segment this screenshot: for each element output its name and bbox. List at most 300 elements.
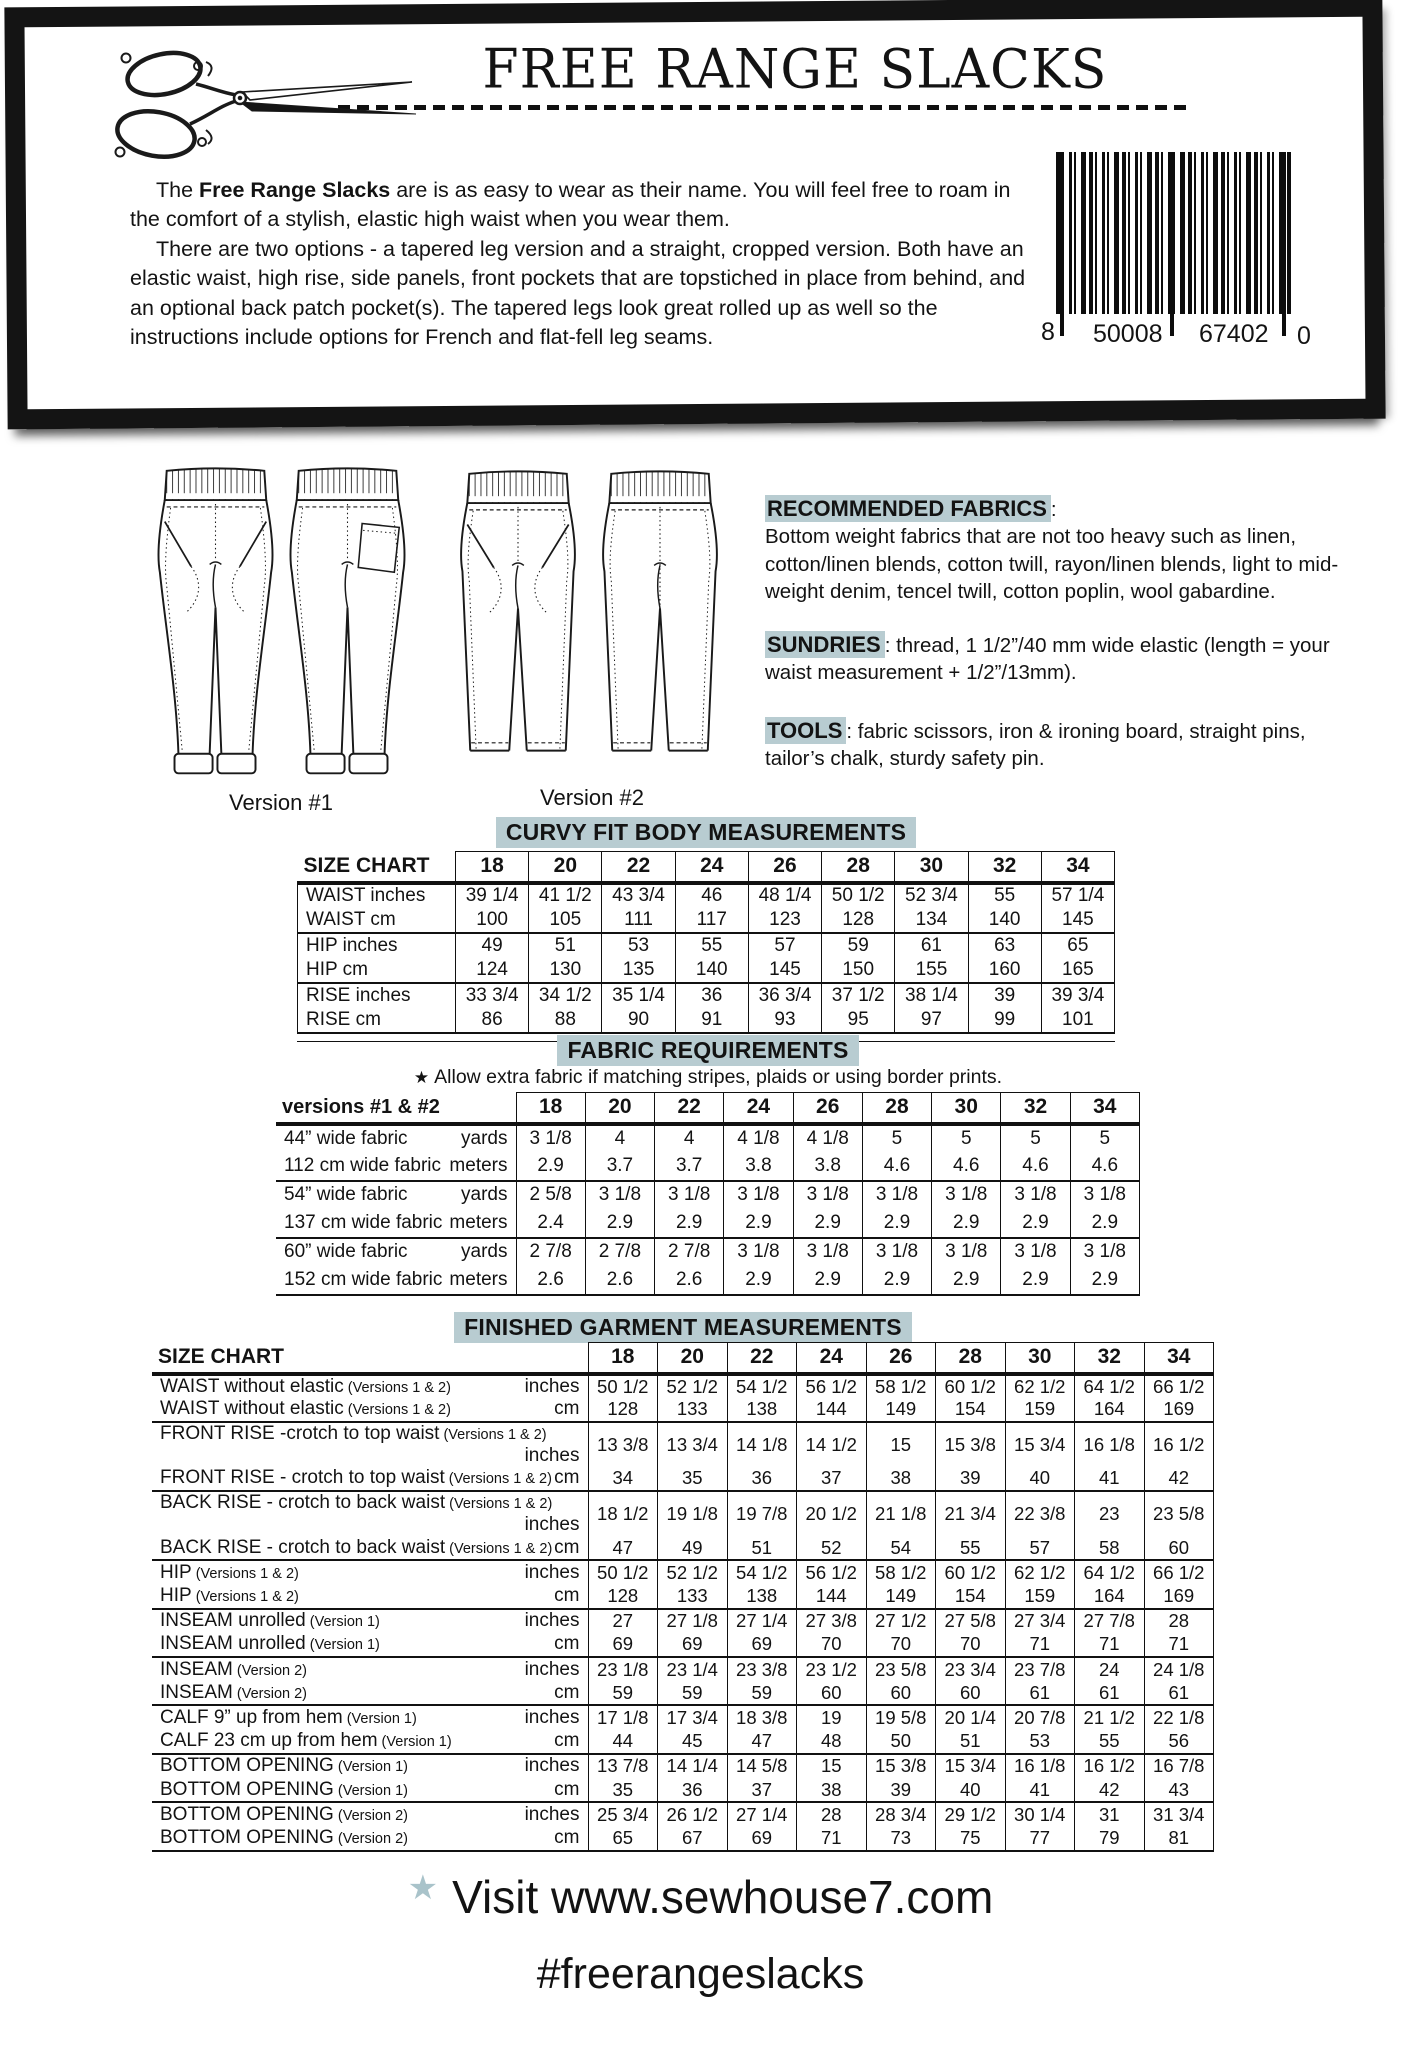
measurement-value: 144 <box>797 1584 867 1608</box>
measurement-value: 140 <box>675 958 748 983</box>
measurement-table <box>152 1342 1214 1852</box>
measurement-value: 52 <box>797 1536 867 1560</box>
measurement-value: 133 <box>658 1584 728 1608</box>
measurement-value: 2.9 <box>793 1209 862 1238</box>
measurement-value: 71 <box>1075 1633 1145 1657</box>
fabric-requirements-table <box>276 1092 1140 1296</box>
pants-v1-back-drawing <box>284 463 411 785</box>
measurement-value: 4 1/8 <box>724 1124 793 1153</box>
measurement-value: 159 <box>1005 1584 1075 1608</box>
measurement-value: 23 1/8 <box>588 1657 658 1681</box>
measurement-value: 43 3/4 <box>602 883 675 908</box>
measurement-value: 59 <box>588 1681 658 1705</box>
measurement-value: 13 3/8 <box>588 1422 658 1467</box>
measurement-value: 100 <box>456 908 529 933</box>
measurement-value: 38 <box>866 1467 936 1491</box>
measurement-value: 20 7/8 <box>1005 1705 1075 1729</box>
measurement-value: 40 <box>936 1778 1006 1802</box>
measurement-value: 3 1/8 <box>932 1181 1001 1210</box>
dashed-cut-line <box>338 105 1190 110</box>
measurement-value: 57 <box>1005 1536 1075 1560</box>
measurement-value: 23 3/8 <box>727 1657 797 1681</box>
measurement-value: 20 1/2 <box>797 1491 867 1536</box>
footer-website-text: Visit www.sewhouse7.com <box>452 1871 994 1923</box>
measurement-value: 4 <box>655 1124 724 1153</box>
measurement-value: 22 1/8 <box>1144 1705 1214 1729</box>
measurement-value: 150 <box>822 958 895 983</box>
measurement-value: 149 <box>866 1398 936 1422</box>
measurement-value: 134 <box>895 908 968 933</box>
measurement-value: 13 7/8 <box>588 1754 658 1778</box>
measurement-value: 27 1/2 <box>866 1609 936 1633</box>
measurement-value: 144 <box>797 1398 867 1422</box>
measurement-value: 20 1/4 <box>936 1705 1006 1729</box>
finished-title-wrap <box>152 1312 1214 1343</box>
measurement-value: 69 <box>658 1633 728 1657</box>
measurement-value: 41 <box>1005 1778 1075 1802</box>
measurement-value: 19 7/8 <box>727 1491 797 1536</box>
measurement-value: 40 <box>1005 1467 1075 1491</box>
measurement-value: 56 1/2 <box>797 1560 867 1584</box>
measurement-value: 3 1/8 <box>862 1238 931 1267</box>
measurement-value: 15 3/4 <box>1005 1422 1075 1467</box>
finished-garment-title: FINISHED GARMENT MEASUREMENTS <box>454 1312 912 1343</box>
measurement-value: 61 <box>1144 1681 1214 1705</box>
measurement-value: 50 1/2 <box>588 1560 658 1584</box>
measurement-value: 23 5/8 <box>1144 1491 1214 1536</box>
measurement-value: 38 <box>797 1778 867 1802</box>
measurement-value: 59 <box>727 1681 797 1705</box>
measurement-value: 51 <box>529 933 602 958</box>
row-label: WAIST without elastic (Versions 1 & 2) inches <box>160 1375 580 1397</box>
measurement-value: 60 <box>1144 1536 1214 1560</box>
sundries-body: thread, 1 1/2”/40 mm wide elastic (length = your waist measurement + 1/2”/13mm). <box>765 634 1330 685</box>
row-label: FRONT RISE - crotch to top waist (Versions 1 & 2) cm <box>160 1467 580 1489</box>
measurement-value: 73 <box>866 1826 936 1850</box>
measurement-value: 4.6 <box>1070 1152 1139 1181</box>
size-column-header: 24 <box>675 852 748 883</box>
measurement-value: 23 <box>1075 1491 1145 1536</box>
size-column-header: 34 <box>1070 1093 1139 1124</box>
measurement-value: 55 <box>1075 1730 1145 1754</box>
measurement-value: 60 1/2 <box>936 1374 1006 1398</box>
measurement-value: 53 <box>602 933 675 958</box>
measurement-value: 3 1/8 <box>793 1181 862 1210</box>
measurement-value: 33 3/4 <box>456 983 529 1008</box>
row-label: RISE inches <box>298 983 456 1008</box>
measurement-value: 3 1/8 <box>862 1181 931 1210</box>
measurement-value: 77 <box>1005 1826 1075 1850</box>
measurement-value: 58 <box>1075 1536 1145 1560</box>
measurement-value: 39 <box>936 1467 1006 1491</box>
measurement-value: 111 <box>602 908 675 933</box>
measurement-value: 155 <box>895 958 968 983</box>
note-star-icon: ★ <box>413 1068 430 1087</box>
measurement-value: 16 1/8 <box>1005 1754 1075 1778</box>
size-column-header: 32 <box>1075 1343 1145 1374</box>
measurement-value: 43 <box>1144 1778 1214 1802</box>
row-label: 152 cm wide fabric meters <box>284 1268 508 1290</box>
row-label: 112 cm wide fabric meters <box>284 1154 508 1176</box>
tools-block <box>765 716 1359 773</box>
size-column-header: 20 <box>585 1093 654 1124</box>
measurement-value: 3 1/8 <box>1001 1181 1070 1210</box>
measurement-value: 3.8 <box>724 1152 793 1181</box>
version1-label: Version #1 <box>229 790 333 815</box>
row-label: BOTTOM OPENING (Version 1) cm <box>160 1778 580 1800</box>
measurement-value: 16 7/8 <box>1144 1754 1214 1778</box>
measurement-value: 35 1/4 <box>602 983 675 1008</box>
row-label: INSEAM unrolled (Version 1) cm <box>160 1633 580 1655</box>
measurement-value: 37 1/2 <box>822 983 895 1008</box>
measurement-value: 169 <box>1144 1398 1214 1422</box>
barcode-group1: 50008 <box>1090 320 1166 349</box>
measurement-value: 79 <box>1075 1826 1145 1850</box>
measurement-value: 22 3/8 <box>1005 1491 1075 1536</box>
measurement-value: 53 <box>1005 1730 1075 1754</box>
row-label: HIP inches <box>298 933 456 958</box>
measurement-value: 52 1/2 <box>658 1560 728 1584</box>
measurement-value: 65 <box>1041 933 1114 958</box>
measurement-value: 58 1/2 <box>866 1560 936 1584</box>
measurement-value: 3 1/8 <box>1070 1181 1139 1210</box>
measurement-value: 145 <box>1041 908 1114 933</box>
measurement-value: 41 <box>1075 1467 1145 1491</box>
measurement-value: 2.9 <box>1070 1209 1139 1238</box>
curvy-fit-title: CURVY FIT BODY MEASUREMENTS <box>496 817 916 848</box>
measurement-value: 21 1/8 <box>866 1491 936 1536</box>
recommended-fabrics-block <box>765 494 1359 605</box>
row-label: BACK RISE - crotch to back waist (Versions 1 & 2) cm <box>160 1536 580 1558</box>
measurement-value: 28 <box>1144 1609 1214 1633</box>
measurement-value: 69 <box>588 1633 658 1657</box>
measurement-value: 54 <box>866 1536 936 1560</box>
barcode-left-digit: 8 <box>1038 318 1058 347</box>
measurement-value: 2.6 <box>655 1266 724 1295</box>
measurement-value: 62 1/2 <box>1005 1374 1075 1398</box>
footer <box>0 1868 1401 1999</box>
measurement-value: 2.6 <box>585 1266 654 1295</box>
measurement-value: 3 1/8 <box>585 1181 654 1210</box>
measurement-value: 145 <box>748 958 821 983</box>
row-label: WAIST without elastic (Versions 1 & 2) cm <box>160 1398 580 1420</box>
measurement-value: 2.9 <box>862 1266 931 1295</box>
measurement-value: 36 3/4 <box>748 983 821 1008</box>
table-corner-label: SIZE CHART <box>298 852 456 883</box>
measurement-value: 165 <box>1041 958 1114 983</box>
measurement-value: 27 5/8 <box>936 1609 1006 1633</box>
colon: : <box>1050 498 1057 521</box>
scissors-icon <box>90 38 425 175</box>
measurement-value: 49 <box>658 1536 728 1560</box>
measurement-value: 138 <box>727 1398 797 1422</box>
table-corner-label: SIZE CHART <box>152 1343 588 1374</box>
row-label: HIP (Versions 1 & 2) cm <box>160 1585 580 1607</box>
measurement-value: 3 1/8 <box>932 1238 1001 1267</box>
measurement-value: 17 1/8 <box>588 1705 658 1729</box>
row-label: 137 cm wide fabric meters <box>284 1211 508 1233</box>
size-column-header: 24 <box>797 1343 867 1374</box>
measurement-value: 27 3/4 <box>1005 1609 1075 1633</box>
measurement-value: 39 <box>866 1778 936 1802</box>
measurement-value: 46 <box>675 883 748 908</box>
row-label: INSEAM unrolled (Version 1) inches <box>152 1609 588 1633</box>
measurement-value: 42 <box>1144 1467 1214 1491</box>
measurement-value: 48 1/4 <box>748 883 821 908</box>
measurement-table <box>297 851 1115 1034</box>
measurement-value: 59 <box>822 933 895 958</box>
size-column-header: 30 <box>932 1093 1001 1124</box>
measurement-value: 60 1/2 <box>936 1560 1006 1584</box>
measurement-value: 39 3/4 <box>1041 983 1114 1008</box>
measurement-value: 14 1/4 <box>658 1754 728 1778</box>
measurement-value: 86 <box>456 1008 529 1033</box>
row-label: HIP cm <box>298 958 456 983</box>
measurement-value: 124 <box>456 958 529 983</box>
measurement-value: 4.6 <box>862 1152 931 1181</box>
measurement-value: 19 1/8 <box>658 1491 728 1536</box>
measurement-value: 91 <box>675 1008 748 1033</box>
measurement-value: 36 <box>658 1778 728 1802</box>
pants-v2-back-drawing <box>596 466 724 774</box>
size-column-header: 26 <box>866 1343 936 1374</box>
measurement-value: 2 5/8 <box>516 1181 585 1210</box>
measurement-value: 5 <box>1001 1124 1070 1153</box>
measurement-value: 2 7/8 <box>655 1238 724 1267</box>
footer-hashtag: #freerangeslacks <box>536 1950 865 1998</box>
measurement-value: 55 <box>968 883 1041 908</box>
measurement-value: 48 <box>797 1730 867 1754</box>
size-column-header: 22 <box>602 852 675 883</box>
row-label: BACK RISE - crotch to back waist (Versions 1 & 2) inches <box>152 1491 588 1536</box>
measurement-value: 19 <box>797 1705 867 1729</box>
measurement-value: 4.6 <box>932 1152 1001 1181</box>
size-column-header: 22 <box>727 1343 797 1374</box>
measurement-value: 66 1/2 <box>1144 1374 1214 1398</box>
fabric-title-wrap <box>276 1035 1140 1066</box>
measurement-value: 14 5/8 <box>727 1754 797 1778</box>
measurement-value: 58 1/2 <box>866 1374 936 1398</box>
measurement-value: 17 3/4 <box>658 1705 728 1729</box>
measurement-value: 35 <box>658 1467 728 1491</box>
measurement-value: 27 1/4 <box>727 1802 797 1826</box>
measurement-value: 2.9 <box>932 1266 1001 1295</box>
measurement-value: 160 <box>968 958 1041 983</box>
row-label: BOTTOM OPENING (Version 1) inches <box>152 1754 588 1778</box>
size-column-header: 28 <box>862 1093 931 1124</box>
measurement-value: 54 1/2 <box>727 1374 797 1398</box>
size-column-header: 20 <box>529 852 602 883</box>
measurement-value: 128 <box>588 1584 658 1608</box>
measurement-value: 13 3/4 <box>658 1422 728 1467</box>
measurement-value: 18 1/2 <box>588 1491 658 1536</box>
measurement-value: 55 <box>936 1536 1006 1560</box>
measurement-value: 21 3/4 <box>936 1491 1006 1536</box>
measurement-value: 52 3/4 <box>895 883 968 908</box>
measurement-value: 23 5/8 <box>866 1657 936 1681</box>
measurement-value: 101 <box>1041 1008 1114 1033</box>
measurement-value: 18 3/8 <box>727 1705 797 1729</box>
measurement-value: 23 1/2 <box>797 1657 867 1681</box>
measurement-value: 3 1/8 <box>655 1181 724 1210</box>
star-icon: ★ <box>407 1869 439 1907</box>
row-label: CALF 9” up from hem (Version 1) inches <box>152 1705 588 1729</box>
measurement-value: 28 3/4 <box>866 1802 936 1826</box>
measurement-value: 61 <box>895 933 968 958</box>
row-label: WAIST cm <box>298 908 456 933</box>
measurement-value: 4 <box>585 1124 654 1153</box>
measurement-value: 149 <box>866 1584 936 1608</box>
colon: : <box>846 720 853 743</box>
tools-body: fabric scissors, iron & ironing board, straight pins, tailor’s chalk, sturdy safety pin. <box>765 720 1306 771</box>
measurement-value: 138 <box>727 1584 797 1608</box>
row-label: CALF 23 cm up from hem (Version 1) cm <box>160 1730 580 1752</box>
size-column-header: 18 <box>588 1343 658 1374</box>
measurement-value: 3 1/8 <box>1001 1238 1070 1267</box>
measurement-value: 71 <box>1005 1633 1075 1657</box>
measurement-value: 57 1/4 <box>1041 883 1114 908</box>
measurement-value: 2 7/8 <box>516 1238 585 1267</box>
curvy-fit-table <box>297 851 1115 1034</box>
measurement-value: 117 <box>675 908 748 933</box>
measurement-value: 69 <box>727 1826 797 1850</box>
measurement-value: 16 1/2 <box>1075 1754 1145 1778</box>
size-column-header: 32 <box>1001 1093 1070 1124</box>
size-column-header: 26 <box>793 1093 862 1124</box>
measurement-value: 164 <box>1075 1398 1145 1422</box>
fabric-note <box>276 1066 1140 1089</box>
measurement-value: 60 <box>936 1681 1006 1705</box>
measurement-value: 2.9 <box>793 1266 862 1295</box>
measurement-value: 2.9 <box>1070 1266 1139 1295</box>
measurement-value: 71 <box>1144 1633 1214 1657</box>
size-column-header: 24 <box>724 1093 793 1124</box>
measurement-value: 65 <box>588 1826 658 1850</box>
barcode-bars <box>1056 152 1292 314</box>
measurement-value: 67 <box>658 1826 728 1850</box>
measurement-value: 93 <box>748 1008 821 1033</box>
measurement-value: 71 <box>797 1826 867 1850</box>
measurement-value: 49 <box>456 933 529 958</box>
measurement-value: 14 1/2 <box>797 1422 867 1467</box>
measurement-value: 29 1/2 <box>936 1802 1006 1826</box>
row-label: 44” wide fabric yards <box>284 1127 508 1149</box>
measurement-value: 39 <box>968 983 1041 1008</box>
finished-garment-table <box>152 1342 1214 1852</box>
row-label: 54” wide fabric yards <box>276 1181 516 1210</box>
intro-p1-rest: are is as easy to wear as their name. You will feel free to roam in the comfort of a stylish, elastic high waist when you wear them. <box>130 178 1011 232</box>
barcode-guard-bar <box>1170 152 1174 336</box>
measurement-value: 61 <box>1005 1681 1075 1705</box>
fabric-note-text: Allow extra fabric if matching stripes, plaids or using border prints. <box>434 1066 1003 1088</box>
measurement-value: 34 <box>588 1467 658 1491</box>
measurement-value: 25 3/4 <box>588 1802 658 1826</box>
measurement-value: 164 <box>1075 1584 1145 1608</box>
barcode-right-digit: 0 <box>1294 322 1314 351</box>
measurement-value: 31 <box>1075 1802 1145 1826</box>
measurement-value: 2.9 <box>1001 1209 1070 1238</box>
measurement-value: 41 1/2 <box>529 883 602 908</box>
size-column-header: 34 <box>1041 852 1114 883</box>
measurement-value: 50 1/2 <box>588 1374 658 1398</box>
row-label: BOTTOM OPENING (Version 2) inches <box>152 1802 588 1826</box>
tools-heading: TOOLS <box>765 717 846 744</box>
measurement-value: 51 <box>727 1536 797 1560</box>
size-column-header: 20 <box>658 1343 728 1374</box>
measurement-value: 123 <box>748 908 821 933</box>
measurement-value: 36 <box>675 983 748 1008</box>
intro-p1-bold: Free Range Slacks <box>199 178 391 202</box>
measurement-value: 66 1/2 <box>1144 1560 1214 1584</box>
measurement-value: 50 1/2 <box>822 883 895 908</box>
measurement-value: 52 1/2 <box>658 1374 728 1398</box>
row-label: WAIST inches <box>298 883 456 908</box>
measurement-value: 135 <box>602 958 675 983</box>
measurement-value: 2.9 <box>724 1209 793 1238</box>
measurement-value: 36 <box>727 1467 797 1491</box>
size-column-header: 30 <box>895 852 968 883</box>
measurement-value: 47 <box>588 1536 658 1560</box>
measurement-value: 23 7/8 <box>1005 1657 1075 1681</box>
measurement-value: 154 <box>936 1398 1006 1422</box>
measurement-value: 19 5/8 <box>866 1705 936 1729</box>
measurement-value: 56 <box>1144 1730 1214 1754</box>
size-column-header: 28 <box>936 1343 1006 1374</box>
measurement-value: 16 1/8 <box>1075 1422 1145 1467</box>
row-label: BOTTOM OPENING (Version 2) cm <box>160 1826 580 1848</box>
measurement-value: 37 <box>797 1467 867 1491</box>
measurement-value: 15 3/4 <box>936 1754 1006 1778</box>
measurement-value: 159 <box>1005 1398 1075 1422</box>
size-column-header: 18 <box>456 852 529 883</box>
measurement-value: 51 <box>936 1730 1006 1754</box>
pants-v2-front-drawing <box>453 466 583 774</box>
measurement-value: 47 <box>727 1730 797 1754</box>
measurement-value: 15 3/8 <box>866 1754 936 1778</box>
measurement-table <box>276 1092 1140 1296</box>
measurement-value: 62 1/2 <box>1005 1560 1075 1584</box>
sundries-block <box>765 630 1359 687</box>
measurement-value: 133 <box>658 1398 728 1422</box>
measurement-value: 37 <box>727 1778 797 1802</box>
measurement-value: 24 1/8 <box>1144 1657 1214 1681</box>
measurement-value: 27 1/4 <box>727 1609 797 1633</box>
sundries-heading: SUNDRIES <box>765 631 885 658</box>
measurement-value: 2.9 <box>932 1209 1001 1238</box>
measurement-value: 26 1/2 <box>658 1802 728 1826</box>
measurement-value: 56 1/2 <box>797 1374 867 1398</box>
recommended-fabrics-heading: RECOMMENDED FABRICS <box>765 495 1051 522</box>
measurement-value: 5 <box>932 1124 1001 1153</box>
measurement-value: 57 <box>748 933 821 958</box>
size-column-header: 34 <box>1144 1343 1214 1374</box>
row-label: FRONT RISE -crotch to top waist (Versions 1 & 2) inches <box>152 1422 588 1467</box>
measurement-value: 28 <box>797 1802 867 1826</box>
measurement-value: 27 7/8 <box>1075 1609 1145 1633</box>
size-column-header: 26 <box>748 852 821 883</box>
measurement-value: 59 <box>658 1681 728 1705</box>
measurement-value: 64 1/2 <box>1075 1374 1145 1398</box>
measurement-value: 27 1/8 <box>658 1609 728 1633</box>
measurement-value: 3 1/8 <box>793 1238 862 1267</box>
measurement-value: 154 <box>936 1584 1006 1608</box>
curvy-title-wrap <box>297 817 1115 848</box>
measurement-value: 39 1/4 <box>456 883 529 908</box>
measurement-value: 45 <box>658 1730 728 1754</box>
measurement-value: 69 <box>727 1633 797 1657</box>
colon: : <box>884 634 891 657</box>
measurement-value: 130 <box>529 958 602 983</box>
